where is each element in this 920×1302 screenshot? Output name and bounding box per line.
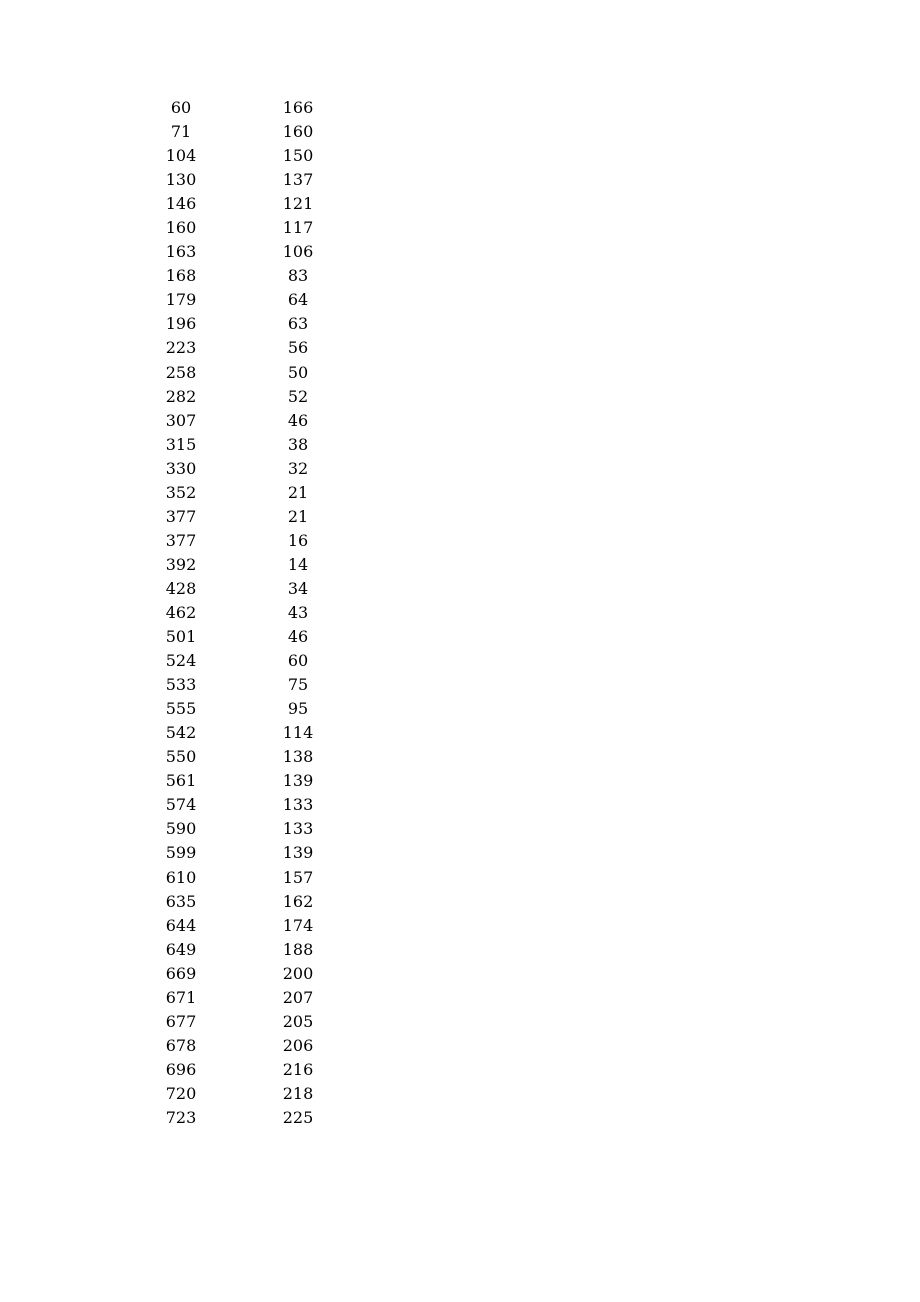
table-cell-col-2: 157	[282, 867, 314, 887]
table-cell-col-2: 60	[287, 651, 309, 671]
table-row	[140, 890, 374, 914]
table-cell-col-1: 258	[165, 362, 197, 382]
table-cell-col-2: 218	[282, 1083, 314, 1103]
table-cell-col-1: 555	[165, 699, 197, 719]
table-cell-col-1: 610	[165, 867, 197, 887]
table-row	[140, 120, 374, 144]
table-cell-col-1: 392	[165, 554, 197, 574]
table-row	[140, 433, 374, 457]
table-cell-col-1: 696	[165, 1059, 197, 1079]
table-cell-col-2: 166	[282, 98, 314, 117]
table-row	[140, 192, 374, 216]
table-cell-col-1: 462	[165, 602, 197, 622]
table-cell-col-2: 150	[282, 146, 314, 166]
table-cell-col-2: 21	[287, 482, 309, 502]
table-row	[140, 264, 374, 288]
table-cell-col-1: 644	[165, 915, 197, 935]
table-cell-col-2: 43	[287, 602, 309, 622]
table-cell-col-2: 133	[282, 819, 314, 839]
table-row	[140, 721, 374, 745]
table-row	[140, 1034, 374, 1058]
table-cell-col-2: 174	[282, 915, 314, 935]
table-row	[140, 649, 374, 673]
table-cell-col-1: 599	[165, 843, 197, 863]
table-cell-col-1: 179	[165, 290, 197, 310]
table-cell-col-1: 678	[165, 1035, 197, 1055]
table-row	[140, 216, 374, 240]
table-cell-col-1: 428	[165, 578, 197, 598]
table-cell-col-1: 307	[165, 410, 197, 430]
table-cell-col-2: 50	[287, 362, 309, 382]
table-cell-col-2: 121	[282, 194, 314, 214]
table-body	[140, 96, 374, 1130]
table-cell-col-1: 671	[165, 987, 197, 1007]
table-cell-col-1: 720	[165, 1083, 197, 1103]
table-cell-col-1: 196	[165, 314, 197, 334]
table-cell-col-2: 32	[287, 458, 309, 478]
table-row	[140, 553, 374, 577]
table-cell-col-1: 377	[165, 506, 197, 526]
table-row	[140, 769, 374, 793]
table-row	[140, 793, 374, 817]
table-cell-col-1: 524	[165, 651, 197, 671]
table-cell-col-2: 216	[282, 1059, 314, 1079]
table-cell-col-2: 106	[282, 242, 314, 262]
table-cell-col-2: 205	[282, 1011, 314, 1031]
table-cell-col-2: 139	[282, 843, 314, 863]
table-row	[140, 986, 374, 1010]
table-cell-col-2: 56	[287, 338, 309, 358]
table-row	[140, 1058, 374, 1082]
table-cell-col-2: 138	[282, 747, 314, 767]
table-cell-col-1: 71	[170, 122, 192, 142]
table-row	[140, 96, 374, 120]
table-cell-col-2: 46	[287, 410, 309, 430]
table-cell-col-2: 83	[287, 266, 309, 286]
table-cell-col-2: 207	[282, 987, 314, 1007]
table-cell-col-2: 95	[287, 699, 309, 719]
table-row	[140, 625, 374, 649]
table-cell-col-2: 64	[287, 290, 309, 310]
table-row	[140, 1010, 374, 1034]
table-row	[140, 481, 374, 505]
table-cell-col-2: 114	[282, 723, 314, 743]
table-row	[140, 817, 374, 841]
table-cell-col-1: 669	[165, 963, 197, 983]
table-cell-col-1: 561	[165, 771, 197, 791]
table-row	[140, 841, 374, 865]
table-cell-col-2: 160	[282, 122, 314, 142]
table-cell-col-1: 574	[165, 795, 197, 815]
table-cell-col-2: 188	[282, 939, 314, 959]
table-cell-col-2: 117	[282, 218, 314, 238]
table-cell-col-2: 206	[282, 1035, 314, 1055]
table-cell-col-1: 649	[165, 939, 197, 959]
table-cell-col-2: 162	[282, 891, 314, 911]
table-cell-col-1: 160	[165, 218, 197, 238]
table-row	[140, 1082, 374, 1106]
table-row	[140, 144, 374, 168]
table-cell-col-2: 75	[287, 675, 309, 695]
table-cell-col-2: 46	[287, 627, 309, 647]
table-row	[140, 168, 374, 192]
table-cell-col-2: 14	[287, 554, 309, 574]
table-cell-col-1: 550	[165, 747, 197, 767]
table-cell-col-1: 723	[165, 1107, 197, 1127]
table-row	[140, 673, 374, 697]
table-cell-col-1: 104	[165, 146, 197, 166]
table-cell-col-2: 137	[282, 170, 314, 190]
table-row	[140, 962, 374, 986]
table-cell-col-2: 133	[282, 795, 314, 815]
table-row	[140, 529, 374, 553]
table-row	[140, 505, 374, 529]
table-cell-col-1: 146	[165, 194, 197, 214]
table-row	[140, 312, 374, 336]
table-row	[140, 697, 374, 721]
table-cell-col-2: 225	[282, 1107, 314, 1127]
table-row	[140, 336, 374, 360]
table-cell-col-1: 677	[165, 1011, 197, 1031]
table-row	[140, 866, 374, 890]
table-row	[140, 409, 374, 433]
table-cell-col-1: 130	[165, 170, 197, 190]
table-cell-col-2: 21	[287, 506, 309, 526]
table-row	[140, 745, 374, 769]
table-cell-col-1: 330	[165, 458, 197, 478]
table-row	[140, 1106, 374, 1130]
table-row	[140, 361, 374, 385]
table-cell-col-2: 139	[282, 771, 314, 791]
table-row	[140, 240, 374, 264]
table-cell-col-1: 501	[165, 627, 197, 647]
table-cell-col-2: 200	[282, 963, 314, 983]
table-cell-col-1: 168	[165, 266, 197, 286]
table-row	[140, 457, 374, 481]
table-cell-col-2: 34	[287, 578, 309, 598]
table-cell-col-1: 533	[165, 675, 197, 695]
table-cell-col-1: 352	[165, 482, 197, 502]
table-cell-col-1: 542	[165, 723, 197, 743]
table-cell-col-1: 635	[165, 891, 197, 911]
table-cell-col-2: 16	[287, 530, 309, 550]
table-cell-col-1: 590	[165, 819, 197, 839]
table-cell-col-2: 63	[287, 314, 309, 334]
table-cell-col-1: 377	[165, 530, 197, 550]
table-cell-col-1: 163	[165, 242, 197, 262]
table-row	[140, 914, 374, 938]
data-table	[140, 96, 374, 1130]
table-cell-col-2: 52	[287, 386, 309, 406]
table-cell-col-2: 38	[287, 434, 309, 454]
table-cell-col-1: 60	[170, 98, 192, 117]
table-row	[140, 938, 374, 962]
table-row	[140, 288, 374, 312]
table-cell-col-1: 223	[165, 338, 197, 358]
table-cell-col-1: 282	[165, 386, 197, 406]
table-cell-col-1: 315	[165, 434, 197, 454]
table-row	[140, 577, 374, 601]
table-row	[140, 385, 374, 409]
table-row	[140, 601, 374, 625]
